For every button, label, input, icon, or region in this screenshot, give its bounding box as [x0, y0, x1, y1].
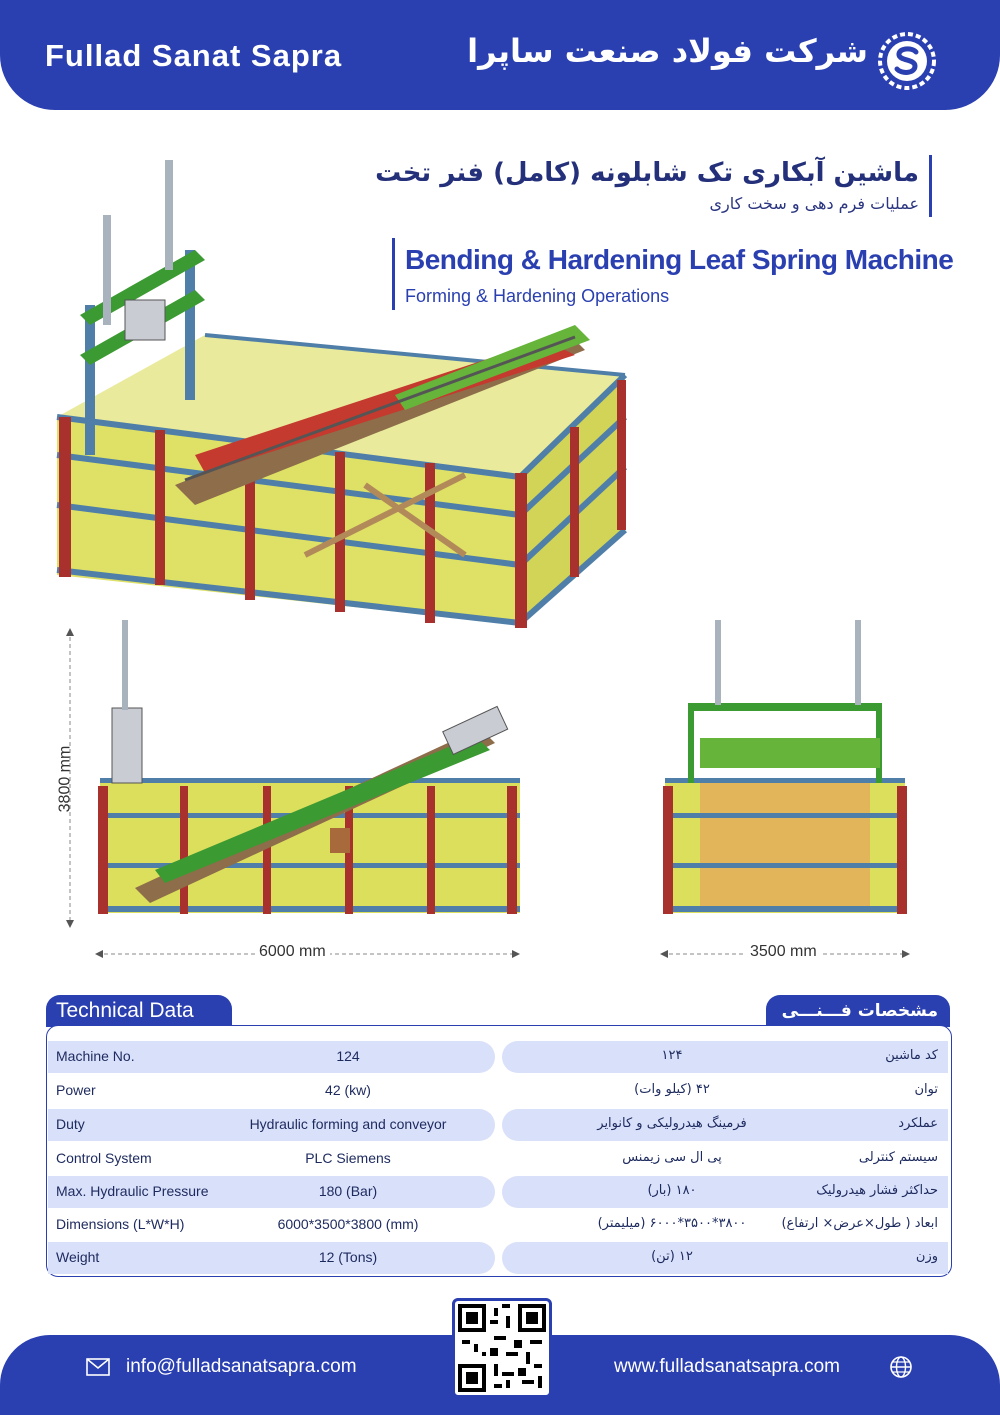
spec-value: پی ال سی زیمنس: [622, 1150, 722, 1165]
spec-cell-fa: [502, 1176, 948, 1208]
brand-name-en: Fullad Sanat Sapra: [45, 38, 343, 73]
spec-cell-en: [48, 1242, 495, 1274]
spec-label: Max. Hydraulic Pressure: [56, 1183, 209, 1199]
spec-cell-fa: [502, 1143, 948, 1175]
spec-cell-fa: [502, 1109, 948, 1141]
spec-label: Dimensions (L*W*H): [56, 1216, 185, 1232]
spec-label: Power: [56, 1082, 96, 1098]
machine-front-view: [660, 618, 910, 918]
spec-label: ابعاد ( طول×عرض× ارتفاع): [781, 1216, 938, 1231]
brand-name-fa: شرکت فولاد صنعت ساپرا: [467, 32, 868, 70]
spec-value: ۱۲ (تن): [651, 1249, 693, 1264]
spec-cell-fa: [502, 1041, 948, 1073]
spec-value: ۱۲۴: [661, 1048, 683, 1063]
width-dimension-label: 3500 mm: [746, 943, 821, 961]
spec-label: سیستم کنترلی: [858, 1150, 938, 1165]
globe-icon: [889, 1355, 913, 1379]
machine-side-view: [95, 618, 525, 918]
spec-label: Duty: [56, 1116, 85, 1132]
title-fa: ماشین آبکاری تک شابلونه (کامل) فنر تخت: [375, 158, 919, 188]
spec-cell-en: [48, 1075, 495, 1107]
height-dimension-label: 3800 mm: [56, 745, 74, 813]
spec-value: Hydraulic forming and conveyor: [249, 1116, 447, 1132]
spec-value: ۳۸۰۰*۳۵۰۰*۶۰۰۰ (میلیمتر): [597, 1216, 747, 1231]
spec-value: 42 (kw): [325, 1082, 371, 1098]
spec-cell-en: [48, 1041, 495, 1073]
spec-cell-en: [48, 1209, 495, 1241]
spec-value: ۱۸۰ (بار): [647, 1183, 697, 1198]
spec-label: عملکرد: [898, 1116, 938, 1131]
spec-label: Control System: [56, 1150, 152, 1166]
spec-cell-en: [48, 1109, 495, 1141]
spec-label: توان: [914, 1082, 938, 1097]
technical-data-tab-fa: مشخصات فـــنـــی: [766, 995, 950, 1027]
spec-value: ۴۲ (کیلو وات): [634, 1082, 710, 1097]
spec-label: کد ماشین: [885, 1048, 938, 1063]
spec-cell-fa: [502, 1075, 948, 1107]
spec-label: Machine No.: [56, 1048, 135, 1064]
qr-code[interactable]: [452, 1298, 552, 1398]
spec-label: وزن: [915, 1249, 938, 1264]
spec-value: 180 (Bar): [318, 1183, 378, 1199]
website-link[interactable]: www.fulladsanatsapra.com: [614, 1356, 840, 1377]
title-en: Bending & Hardening Leaf Spring Machine: [405, 244, 954, 275]
spec-value: 6000*3500*3800 (mm): [277, 1216, 419, 1232]
length-dimension-label: 6000 mm: [255, 943, 330, 961]
height-dimension-line: [64, 628, 76, 928]
machine-isometric-drawing: [45, 155, 635, 635]
spec-cell-en: [48, 1176, 495, 1208]
spec-label: حداکثر فشار هیدرولیک: [816, 1183, 938, 1198]
envelope-icon: [86, 1358, 110, 1376]
spec-cell-fa: [502, 1242, 948, 1274]
spec-cell-en: [48, 1143, 495, 1175]
technical-data-tab: Technical Data: [46, 995, 232, 1027]
subtitle-en: Forming & Hardening Operations: [405, 286, 670, 306]
spec-value: PLC Siemens: [305, 1150, 391, 1166]
spec-label: Weight: [56, 1249, 100, 1265]
gear-s-logo-icon: [876, 30, 938, 92]
email-link[interactable]: info@fulladsanatsapra.com: [126, 1356, 357, 1377]
spec-value: 124: [336, 1048, 360, 1064]
subtitle-fa: عملیات فرم دهی و سخت کاری: [709, 194, 919, 213]
spec-cell-fa: [502, 1209, 948, 1241]
spec-value: فرمینگ هیدرولیکی و کانوایر: [597, 1116, 747, 1131]
spec-value: 12 (Tons): [318, 1249, 378, 1265]
